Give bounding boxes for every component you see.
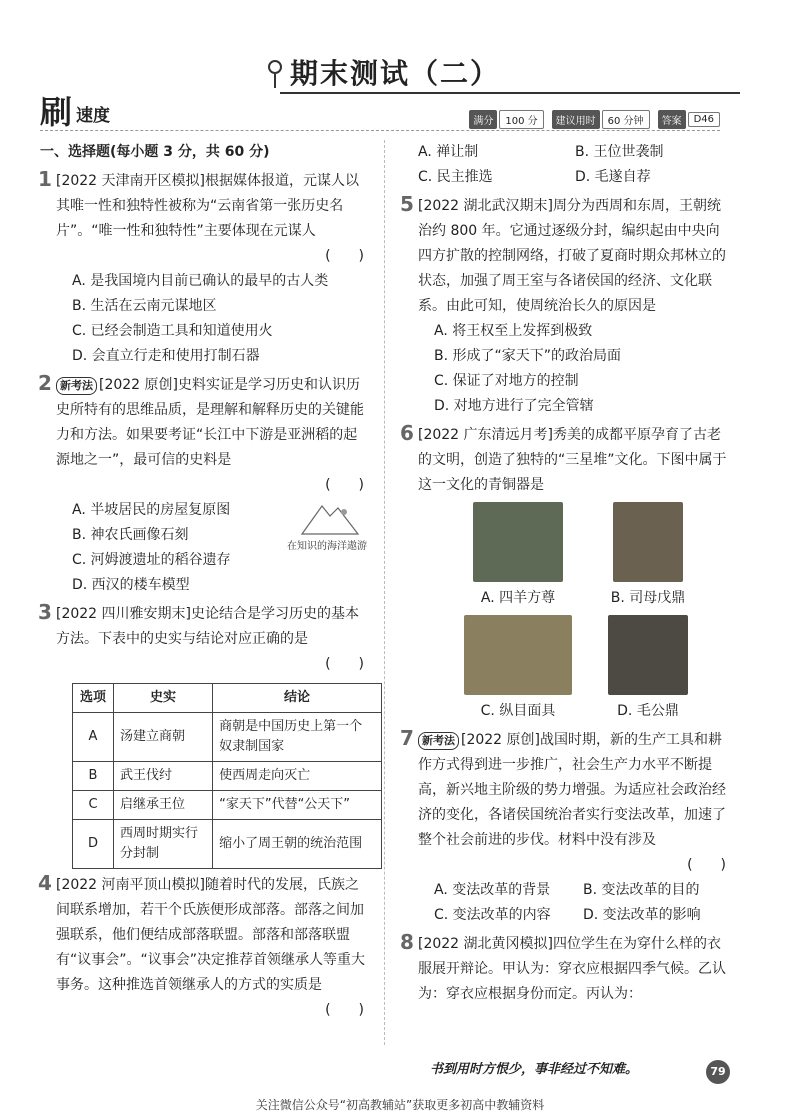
question-stem: [2022 湖北武汉期末]周分为西周和东周，王朝统治约 800 年。它通过逐级分封，编织起由中央向四方扩散的控制网络，打破了夏商时期众邦林立的状态，加强了周王室与各诸侯国的经济、文化联系。由此可知，使周统治长久的原因是	[418, 198, 726, 314]
column-header: 结论	[213, 684, 382, 713]
option-d[interactable]: D. 变法改革的影响	[583, 907, 701, 923]
answer-bracket[interactable]: ( )	[687, 857, 726, 873]
badge-key: 建议用时	[552, 110, 600, 129]
picture-c[interactable]	[458, 615, 578, 724]
page-title: 期末测试（二）	[290, 57, 501, 90]
option-row	[418, 903, 732, 928]
badge-value: 100 分	[499, 110, 543, 129]
option-row	[402, 165, 732, 190]
question-stem: [2022 原创]战国时期，新的生产工具和耕作方式得到进一步推广，社会生产力水平不断提高，新兴地主阶级的势力增强。为适应社会政治经济的变化，各诸侯国统治者实行变法改革，加速了整个社会前进的步伐。材料中没有涉及	[418, 732, 726, 848]
question-1	[40, 169, 370, 369]
badge-key: 答案	[658, 110, 686, 129]
question-stem: [2022 四川雅安期末]史论结合是学习历史的基本方法。下表中的史实与结论对应正确的是	[56, 606, 360, 647]
question-5	[402, 194, 732, 419]
table-cell: 启继承王位	[114, 791, 213, 820]
option-c[interactable]: C. 保证了对地方的控制	[434, 373, 579, 389]
question-stem: [2022 湖北黄冈模拟]四位学生在为穿什么样的衣服展开辩论。甲认为：穿衣应根据四季气候。乙认为：穿衣应根据身份而定。丙认为：	[418, 936, 726, 1002]
brand	[40, 93, 111, 131]
question-stem: [2022 河南平顶山模拟]随着时代的发展，氏族之间联系增加，若干个氏族便形成部落。部落之间加强联系，他们便结成部落联盟。部落和部落联盟有“议事会”。“议事会”决定推荐首领继承人等重大事务。这种推选首领继承人的方式的实质是	[56, 877, 366, 993]
question-6	[402, 423, 732, 724]
badge-full-score	[469, 110, 543, 129]
picture-label: A. 四羊方尊	[480, 590, 556, 606]
option-c[interactable]: C. 民主推选	[418, 169, 493, 185]
table-row	[73, 762, 382, 791]
question-number: 3	[38, 600, 52, 624]
bronze-pictures-row-1	[418, 498, 732, 611]
option-c[interactable]: C. 变法改革的内容	[434, 907, 551, 923]
question-4	[40, 873, 370, 1023]
option-d[interactable]: D. 西汉的楼车模型	[72, 577, 190, 593]
option-row	[402, 140, 732, 165]
option-a[interactable]: A. 禅让制	[418, 144, 479, 160]
table-cell: 西周时期实行分封制	[114, 820, 213, 869]
question-3	[40, 602, 370, 869]
column-header: 选项	[73, 684, 114, 713]
table-cell: 武王伐纣	[114, 762, 213, 791]
picture-a[interactable]	[458, 502, 578, 611]
question-number: 4	[38, 871, 52, 895]
option-a[interactable]: A. 是我国境内目前已确认的最早的古人类	[72, 273, 329, 289]
question-number: 5	[400, 192, 414, 216]
table-cell: D	[73, 820, 114, 869]
new-method-tag: 新考法	[56, 377, 97, 395]
table-cell: 商朝是中国历史上第一个奴隶制国家	[213, 713, 382, 762]
bronze-vessel-image	[608, 615, 688, 695]
footer-quote: 书到用时方恨少，事非经过不知难。	[430, 1062, 639, 1077]
question-7	[402, 728, 732, 928]
picture-b[interactable]	[588, 502, 708, 611]
new-method-tag: 新考法	[418, 732, 459, 750]
table-row	[73, 791, 382, 820]
option-a[interactable]: A. 将王权至上发挥到极致	[434, 323, 593, 339]
badge-key: 满分	[469, 110, 497, 129]
pin-stem	[274, 74, 276, 88]
option-a[interactable]: A. 半坡居民的房屋复原图	[72, 502, 231, 518]
footer-watermark: 关注微信公众号“初高教辅站”获取更多初高中教辅资料	[255, 1098, 545, 1112]
page-number: 79	[706, 1060, 730, 1084]
question-2	[40, 373, 370, 598]
brand-small: 速度	[76, 106, 111, 126]
brand-rule	[40, 130, 720, 131]
table-cell: 汤建立商朝	[114, 713, 213, 762]
option-b[interactable]: B. 变法改革的目的	[583, 882, 700, 898]
question-4-options	[402, 140, 732, 190]
answer-bracket[interactable]: ( )	[325, 1002, 364, 1018]
table-cell: 使西周走向灭亡	[213, 762, 382, 791]
table-cell: B	[73, 762, 114, 791]
picture-label: B. 司母戊鼎	[610, 590, 686, 606]
question-number: 1	[38, 167, 52, 191]
fact-conclusion-table	[72, 683, 382, 869]
bronze-pictures-row-2	[418, 611, 732, 724]
tip-caption: 在知识的海洋遨游	[287, 541, 367, 552]
badge-value: D46	[688, 112, 720, 127]
option-d[interactable]: D. 会直立行走和使用打制石器	[72, 348, 260, 364]
option-b[interactable]: B. 生活在云南元谋地区	[72, 298, 217, 314]
info-badges	[469, 110, 720, 129]
right-column	[402, 140, 732, 1007]
answer-bracket[interactable]: ( )	[325, 477, 364, 493]
option-d[interactable]: D. 对地方进行了完全管辖	[434, 398, 594, 414]
badge-time	[552, 110, 650, 129]
table-row	[73, 820, 382, 869]
bronze-vessel-image	[613, 502, 683, 582]
option-b[interactable]: B. 形成了“家天下”的政治局面	[434, 348, 622, 364]
option-row	[418, 878, 732, 903]
question-stem: [2022 天津南开区模拟]根据媒体报道，元谋人以其唯一性和独特性被称为“云南省第一张历史名片”。“唯一性和独特性”主要体现在元谋人	[56, 173, 360, 239]
question-stem: [2022 原创]史料实证是学习历史和认识历史所特有的思维品质，是理解和解释历史的关键能力和方法。如果要考证“长江中下游是亚洲稻的起源地之一”，最可信的史料是	[56, 377, 364, 468]
picture-label: C. 纵目面具	[480, 703, 556, 719]
badge-answer	[658, 110, 720, 129]
bronze-mask-image	[464, 615, 572, 695]
option-a[interactable]: A. 变法改革的背景	[434, 882, 551, 898]
table-cell: “家天下”代替“公天下”	[213, 791, 382, 820]
question-8	[402, 932, 732, 1007]
question-number: 6	[400, 421, 414, 445]
picture-d[interactable]	[588, 615, 708, 724]
brand-big: 刷	[40, 93, 73, 131]
badge-value: 60 分钟	[602, 110, 650, 129]
table-row	[73, 713, 382, 762]
column-header: 史实	[114, 684, 213, 713]
table-cell: A	[73, 713, 114, 762]
mountain-illustration-icon	[300, 500, 360, 540]
option-c[interactable]: C. 已经会制造工具和知道使用火	[72, 323, 273, 339]
question-number: 8	[400, 930, 414, 954]
pin-icon	[268, 60, 282, 74]
section-title: 一、选择题(每小题 3 分，共 60 分)	[40, 144, 270, 160]
option-b[interactable]: B. 王位世袭制	[575, 144, 664, 160]
bronze-vessel-image	[473, 502, 563, 582]
picture-label: D. 毛公鼎	[617, 703, 679, 719]
option-d[interactable]: D. 毛遂自荐	[575, 169, 651, 185]
title-underline	[280, 92, 740, 94]
question-number: 2	[38, 371, 52, 395]
option-b[interactable]: B. 神农氏画像石刻	[72, 527, 189, 543]
question-number: 7	[400, 726, 414, 750]
answer-bracket[interactable]: ( )	[325, 656, 364, 672]
answer-bracket[interactable]: ( )	[325, 248, 364, 264]
table-cell: 缩小了周王朝的统治范围	[213, 820, 382, 869]
table-cell: C	[73, 791, 114, 820]
left-column	[40, 140, 370, 1023]
option-c[interactable]: C. 河姆渡遗址的稻谷遗存	[72, 552, 231, 568]
table-header-row	[73, 684, 382, 713]
question-stem: [2022 广东清远月考]秀美的成都平原孕育了古老的文明，创造了独特的“三星堆”文化。下图中属于这一文化的青铜器是	[418, 427, 727, 493]
column-divider	[384, 140, 385, 1045]
